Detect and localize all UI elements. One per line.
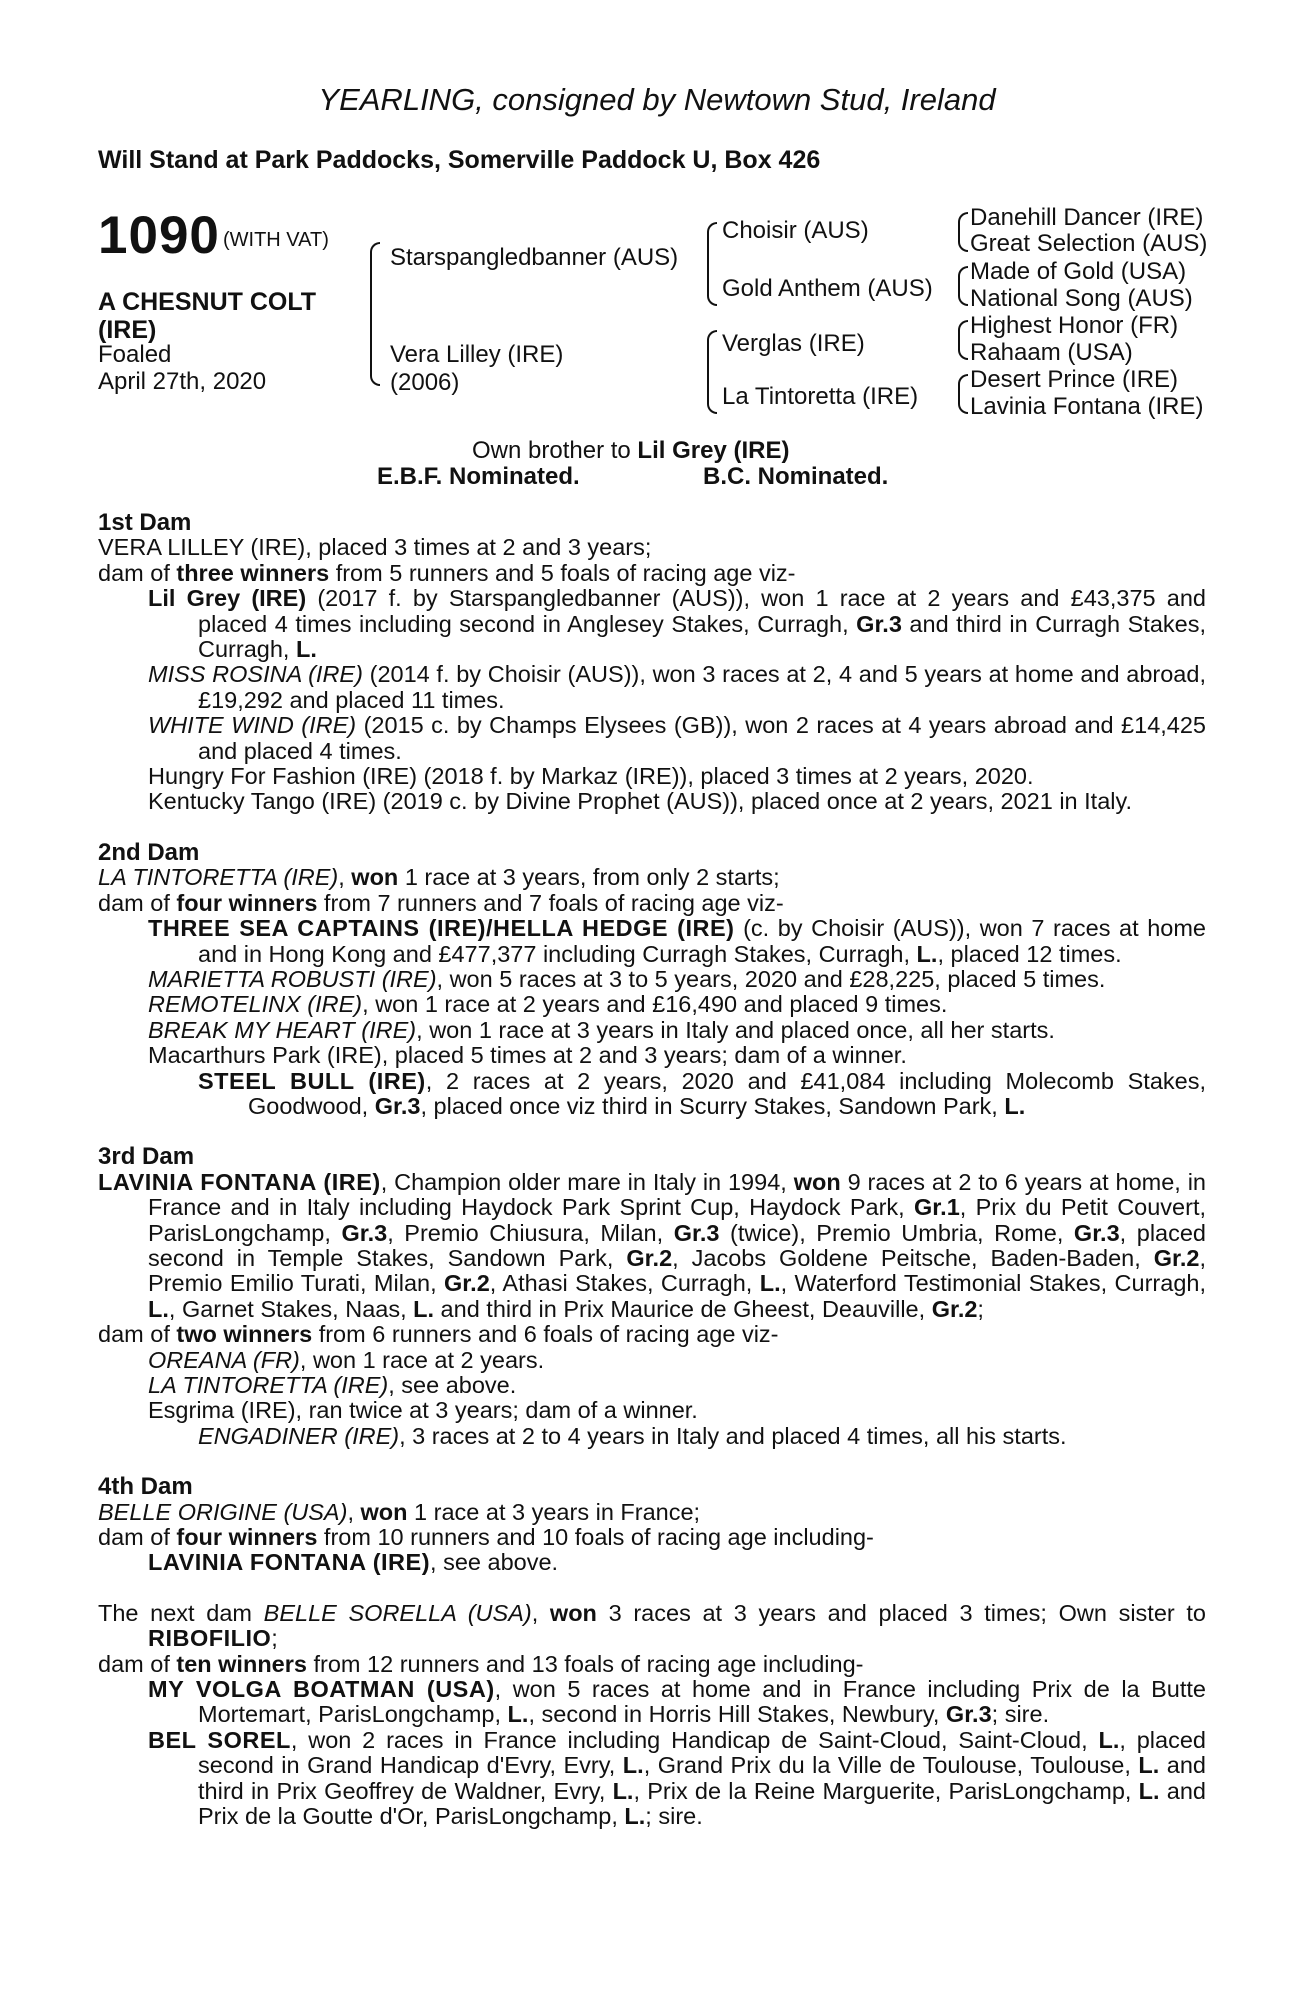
text: dam of: [98, 559, 177, 586]
horse-name: LAVINIA FONTANA (IRE): [98, 1168, 381, 1195]
text: , Premio Emilio Turati, Milan,: [148, 1244, 1206, 1297]
third-dam-line: [98, 1170, 1206, 1322]
produce-entry: [148, 1677, 1206, 1728]
produce-entry: [148, 662, 1206, 713]
pedigree-dam: Vera Lilley (IRE): [390, 341, 564, 368]
text: (twice), Premio Umbria, Rome,: [719, 1219, 1074, 1246]
grand-produce-entry: [198, 1424, 1206, 1449]
next-dam-produce-line: [98, 1652, 1206, 1677]
text: from 7 runners and 7 foals of racing age viz-: [317, 889, 784, 916]
pedigree-sss: Danehill Dancer (IRE): [970, 204, 1204, 231]
text: , see above.: [388, 1372, 517, 1398]
text: ; sire.: [991, 1701, 1050, 1728]
pedigree-brace-sd: [958, 266, 968, 306]
text: The next dam: [98, 1599, 264, 1626]
second-dam-produce-line: [98, 891, 1206, 916]
first-dam-heading: 1st Dam: [98, 509, 192, 536]
text: (2017 f. by Starspangledbanner (AUS)), won 1 race at 2 years and £43,375 and placed 4 times including second in Anglesey Stakes, Curragh,: [198, 585, 1206, 637]
grade: L.: [916, 940, 938, 967]
text: won: [793, 1168, 841, 1195]
text: dam of: [98, 889, 177, 916]
pedigree-dam-year: (2006): [390, 369, 460, 396]
foaled-label: Foaled: [98, 341, 172, 368]
horse-name: STEEL BULL (IRE): [198, 1067, 426, 1094]
text: ;: [271, 1625, 278, 1652]
text: , Premio Chiusura, Milan,: [387, 1219, 674, 1246]
grade: L.: [1138, 1752, 1160, 1779]
produce-entry: Esgrima (IRE), ran twice at 3 years; dam of a winner.: [148, 1397, 698, 1424]
text: from 5 runners and 5 foals of racing age viz-: [329, 559, 796, 586]
grade: L.: [624, 1803, 646, 1830]
produce-entry: [148, 1728, 1206, 1830]
pedigree-brace-main: [370, 242, 380, 386]
pedigree-sds: Made of Gold (USA): [970, 258, 1187, 285]
pedigree-brace-sire: [707, 222, 717, 306]
text: ;: [977, 1295, 984, 1322]
pedigree-dss: Highest Honor (FR): [970, 312, 1179, 339]
horse-name: Lil Grey (IRE): [148, 585, 307, 612]
text: , placed second in Grand Handicap d'Evry, Evry,: [198, 1726, 1206, 1779]
produce-entry: [148, 916, 1206, 967]
text: dam of: [98, 1650, 177, 1677]
winner-count: four winners: [176, 1524, 318, 1551]
first-dam-line: VERA LILLEY (IRE), placed 3 times at 2 and 3 years;: [98, 534, 652, 561]
pedigree-brace-dam: [707, 330, 717, 414]
pedigree-sire-dam: Gold Anthem (AUS): [722, 275, 933, 302]
text: and third in Prix Geoffrey de Waldner, Evry,: [198, 1752, 1206, 1804]
produce-entry: [148, 586, 1206, 662]
text: won: [549, 1599, 597, 1626]
pedigree-sire: Starspangledbanner (AUS): [390, 244, 679, 271]
grade: L.: [622, 1752, 644, 1779]
horse-name: THREE SEA CAPTAINS (IRE)/HELLA HEDGE (IRE): [148, 915, 735, 942]
grade: Gr.3: [945, 1701, 992, 1728]
vat-note: (WITH VAT): [223, 229, 329, 251]
bc-nominated: B.C. Nominated.: [703, 463, 889, 490]
text: won: [351, 864, 399, 891]
text: and Prix de la Goutte d'Or, ParisLongchamp,: [198, 1777, 1206, 1830]
text: , placed 12 times.: [937, 940, 1122, 967]
text: , Grand Prix du la Ville de Toulouse, Toulouse,: [643, 1752, 1139, 1779]
text: , won 5 races at 3 to 5 years, 2020 and £28,225, placed 5 times.: [436, 965, 1106, 992]
horse-name: OREANA (FR): [148, 1346, 300, 1373]
pedigree-sdd: National Song (AUS): [970, 285, 1193, 312]
own-brother-name: Lil Grey (IRE): [637, 437, 790, 464]
grade: L.: [148, 1295, 169, 1322]
horse-name: MARIETTA ROBUSTI (IRE): [148, 965, 437, 992]
pedigree-ddd: Lavinia Fontana (IRE): [970, 393, 1204, 420]
spacer: [98, 1119, 1206, 1144]
text: , won 1 race at 3 years in Italy and placed once, all her starts.: [416, 1016, 1055, 1043]
text: 1 race at 3 years in France;: [407, 1498, 701, 1525]
text: , placed second in Temple Stakes, Sandown Park,: [148, 1219, 1207, 1271]
spacer: [98, 1576, 1206, 1601]
grade: Gr.2: [626, 1244, 673, 1271]
foaled-info: [98, 341, 266, 395]
text: , won 5 races at home and in France including Prix de la Butte Mortemart, ParisLongchamp,: [198, 1676, 1206, 1728]
horse-name: BREAK MY HEART (IRE): [148, 1016, 417, 1043]
text: ,: [347, 1498, 361, 1525]
produce-entry: [148, 1550, 1206, 1575]
grade: Gr.1: [914, 1194, 960, 1221]
text: , won 1 race at 2 years.: [299, 1346, 545, 1373]
next-dam-line: [98, 1601, 1206, 1652]
grade: Gr.2: [931, 1295, 978, 1322]
text: and third in Prix Maurice de Gheest, Deauville,: [434, 1295, 932, 1322]
text: ; sire.: [645, 1803, 703, 1830]
horse-name: BEL SOREL: [148, 1726, 291, 1753]
produce-entry: [148, 967, 1206, 992]
pedigree-dsd: Rahaam (USA): [970, 339, 1133, 366]
horse-name: WHITE WIND (IRE): [148, 712, 357, 739]
fourth-dam-heading: 4th Dam: [98, 1473, 193, 1501]
horse-name: BELLE SORELLA (USA): [263, 1599, 532, 1626]
lot-description: A CHESNUT COLT (IRE): [98, 288, 317, 344]
horse-name: ENGADINER (IRE): [198, 1422, 400, 1449]
third-dam-heading: 3rd Dam: [98, 1143, 195, 1171]
second-dam-line: [98, 865, 1206, 890]
grade: Gr.3: [1073, 1219, 1120, 1246]
text: , see above.: [430, 1549, 559, 1576]
text: 1 race at 3 years, from only 2 starts;: [398, 864, 780, 891]
grade: Gr.3: [341, 1219, 388, 1246]
produce-entry: [148, 713, 1206, 764]
text: (2014 f. by Choisir (AUS)), won 3 races at 2, 4 and 5 years at home and abroad, £19,292 and placed 11 times.: [198, 661, 1206, 713]
text: 3 races at 3 years and placed 3 times; Own sister to: [596, 1599, 1206, 1626]
text: (c. by Choisir (AUS)), won 7 races at home and in Hong Kong and £477,377 including Curragh Stakes, Curragh,: [198, 915, 1206, 967]
grade: Gr.3: [856, 610, 902, 637]
text: ,: [531, 1599, 550, 1626]
pedigree-dam-sire: Verglas (IRE): [722, 330, 865, 357]
text: , 2 races at 2 years, 2020 and £41,084 including Molecomb Stakes, Goodwood,: [248, 1067, 1207, 1119]
third-dam-produce-line: [98, 1322, 1206, 1347]
ebf-nominated: E.B.F. Nominated.: [377, 463, 580, 490]
winner-count: two winners: [176, 1321, 313, 1348]
pedigree-brace-ss: [958, 212, 968, 252]
produce-entry: [148, 1018, 1206, 1043]
text: (2015 c. by Champs Elysees (GB)), won 2 races at 4 years abroad and £14,425 and placed 4 times.: [198, 712, 1207, 764]
horse-name: BELLE ORIGINE (USA): [98, 1498, 348, 1525]
horse-name: RIBOFILIO: [148, 1625, 272, 1652]
text: , Prix de la Reine Marguerite, ParisLongchamp,: [633, 1777, 1139, 1804]
grade: Gr.2: [1153, 1244, 1200, 1271]
grade: L.: [1004, 1092, 1026, 1119]
text: from 12 runners and 13 foals of racing age including-: [306, 1650, 864, 1677]
stand-location: Will Stand at Park Paddocks, Somerville Paddock U, Box 426: [98, 146, 821, 174]
first-dam-produce-line: [98, 561, 1206, 586]
pedigree-brace-dd: [958, 374, 968, 414]
text: , second in Horris Hill Stakes, Newbury,: [528, 1701, 946, 1728]
grade: Gr.2: [444, 1270, 490, 1297]
own-brother-note: [472, 437, 789, 465]
grade: L.: [1138, 1777, 1160, 1804]
pedigree-sire-sire: Choisir (AUS): [722, 217, 869, 244]
foaled-date: April 27th, 2020: [98, 368, 267, 395]
text: from 10 runners and 10 foals of racing age including-: [317, 1524, 874, 1551]
text: , won 2 races in France including Handicap de Saint-Cloud, Saint-Cloud,: [290, 1726, 1099, 1753]
page-title: YEARLING, consigned by Newtown Stud, Ireland: [318, 82, 996, 117]
text: dam of: [98, 1321, 177, 1348]
horse-name: MISS ROSINA (IRE): [148, 661, 363, 688]
grade: Gr.3: [374, 1092, 421, 1119]
text: , Jacobs Goldene Peitsche, Baden-Baden,: [672, 1244, 1154, 1271]
text: ,: [338, 864, 352, 891]
text: from 6 runners and 6 foals of racing age viz-: [312, 1321, 779, 1348]
fourth-dam-line: [98, 1500, 1206, 1525]
grade: L.: [507, 1701, 529, 1728]
grade: Gr.3: [673, 1219, 720, 1246]
produce-entry: Macarthurs Park (IRE), placed 5 times at 2 and 3 years; dam of a winner.: [148, 1042, 907, 1069]
pedigree-body: [98, 510, 1206, 1830]
pedigree-ssd: Great Selection (AUS): [970, 230, 1208, 257]
horse-name: MY VOLGA BOATMAN (USA): [148, 1676, 495, 1703]
text: , 3 races at 2 to 4 years in Italy and placed 4 times, all his starts.: [399, 1422, 1067, 1449]
produce-entry: Hungry For Fashion (IRE) (2018 f. by Markaz (IRE)), placed 3 times at 2 years, 2020.: [148, 763, 1034, 790]
text: , Garnet Stakes, Naas,: [168, 1295, 414, 1322]
text: , placed once viz third in Scurry Stakes, Sandown Park,: [420, 1092, 1005, 1119]
text: 9 races at 2 to 6 years at home, in France and in Italy including Haydock Park Sprint Cup, Haydock Park,: [148, 1168, 1206, 1221]
pedigree-brace-ds: [958, 320, 968, 360]
spacer: [98, 1449, 1206, 1474]
fourth-dam-produce-line: [98, 1525, 1206, 1550]
grade: L.: [295, 636, 317, 663]
horse-name: LA TINTORETTA (IRE): [148, 1372, 389, 1398]
pedigree-dds: Desert Prince (IRE): [970, 366, 1179, 393]
grand-produce-entry: [198, 1069, 1206, 1120]
lot-number: 1090: [98, 206, 220, 265]
text: , Waterford Testimonial Stakes, Curragh,: [780, 1270, 1206, 1297]
text: dam of: [98, 1524, 177, 1551]
winner-count: three winners: [176, 559, 330, 586]
produce-entry: [148, 1373, 1206, 1398]
winner-count: ten winners: [176, 1650, 307, 1677]
second-dam-heading: 2nd Dam: [98, 838, 200, 866]
text: and third in Curragh Stakes, Curragh,: [198, 610, 1206, 663]
winner-count: four winners: [176, 889, 318, 916]
spacer: [98, 815, 1206, 840]
grade: L.: [1098, 1726, 1120, 1753]
grade: L.: [612, 1777, 634, 1804]
pedigree-dam-dam: La Tintoretta (IRE): [722, 383, 919, 410]
text: , Athasi Stakes, Curragh,: [489, 1270, 760, 1297]
text: , Champion older mare in Italy in 1994,: [380, 1168, 794, 1195]
produce-entry: Kentucky Tango (IRE) (2019 c. by Divine Prophet (AUS)), placed once at 2 years, 2021 in Italy.: [148, 788, 1133, 815]
grade: L.: [413, 1295, 435, 1322]
produce-entry: [148, 992, 1206, 1017]
text: , Prix du Petit Couvert, ParisLongchamp,: [148, 1194, 1207, 1246]
horse-name: LAVINIA FONTANA (IRE): [148, 1549, 431, 1576]
text: , won 1 race at 2 years and £16,490 and placed 9 times.: [362, 991, 948, 1018]
own-brother-prefix: Own brother to: [472, 437, 638, 464]
produce-entry: [148, 1348, 1206, 1373]
text: won: [360, 1498, 408, 1525]
grade: L.: [759, 1270, 781, 1297]
horse-name: REMOTELINX (IRE): [148, 991, 363, 1018]
horse-name: LA TINTORETTA (IRE): [98, 864, 339, 891]
